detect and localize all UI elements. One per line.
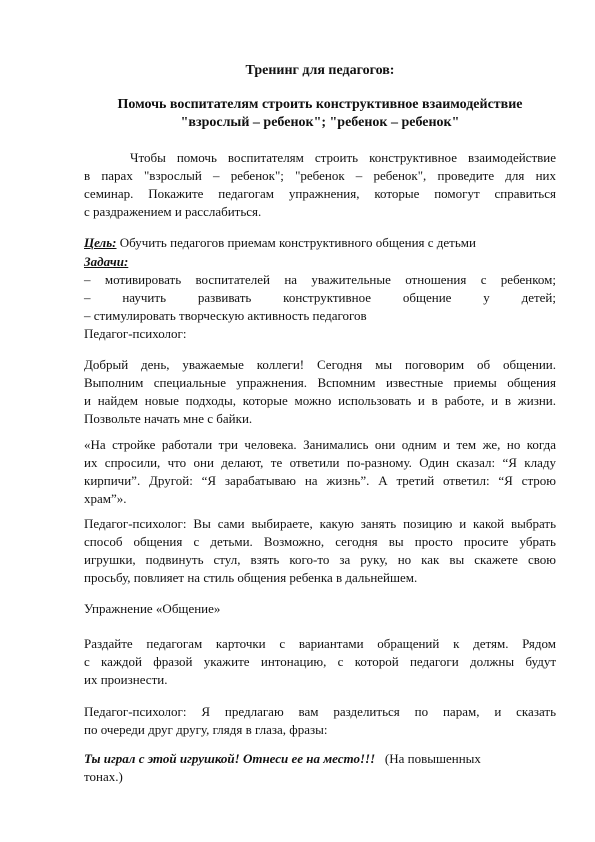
paragraph-line: с каждой фразой укажите интонацию, с которой педагоги должны будут [84,654,556,669]
paragraph-line: способ общения с детьми. Возможно, сегодня вы просто просите убрать [84,534,556,549]
paragraph-line: просьбу, повлияет на стиль общения ребенка в дальнейшем. [84,570,418,585]
paragraph-line: Добрый день, уважаемые коллеги! Сегодня мы поговорим об общении. [84,357,556,372]
pairs-paragraph [84,703,556,739]
phrase-line [84,750,556,768]
psychologist-label: Педагог-психолог: [84,326,187,341]
tasks-label: Задачи: [84,254,129,269]
paragraph-line: Педагог-психолог: Вы сами выбираете, какую занять позицию и какой выбрать [84,516,556,531]
story-paragraph [84,436,556,508]
task-item: – мотивировать воспитателей на уважительные отношения с ребенком; [84,272,556,287]
paragraph-line: в парах "взрослый – ребенок"; "ребенок – ребенок", проведите для них [84,168,556,183]
paragraph-line: Чтобы помочь воспитателям строить конструктивное взаимодействие [130,150,556,165]
task-item: – стимулировать творческую активность педагогов [84,308,367,323]
intro-paragraph [84,149,556,221]
paragraph-line: Раздайте педагогам карточки с вариантами обращений к детям. Рядом [84,636,556,651]
phrase-bold: Ты играл с этой игрушкой! Отнеси ее на место!!! [84,751,376,766]
phrase-note: (На повышенных [384,751,481,766]
paragraph-line: «На стройке работали три человека. Занимались они одним и тем же, но когда [84,437,556,452]
paragraph-line: храм”». [84,491,127,506]
paragraph-line: Выполним специальные упражнения. Вспомним известные приемы общения [84,375,556,390]
paragraph-line: с раздражением и расслабиться. [84,204,262,219]
subtitle-line: "взрослый – ребенок"; "ребенок – ребенок" [180,115,460,130]
goal-label: Цель: [84,235,117,250]
choice-paragraph [84,515,556,587]
phrase-block [84,750,556,786]
exercise-heading: Упражнение «Общение» [84,601,221,616]
subtitle-line: Помочь воспитателям строить конструктивное взаимодействие [117,97,523,112]
goal-text: Обучить педагогов приемам конструктивного общения с детьми [116,235,476,250]
paragraph-line: по очереди друг другу, глядя в глаза, фразы: [84,722,328,737]
goal-line [84,234,556,252]
paragraph-line: их спросили, что они делают, те ответили по-разному. Один сказал: “Я кладу [84,455,556,470]
paragraph-line: их произнести. [84,672,168,687]
paragraph-line: семинар. Покажите педагогам упражнения, которые помогут справиться [84,186,556,201]
task-item: – научить развивать конструктивное общение у детей; [84,290,556,305]
paragraph-line: Позвольте начать мне с байки. [84,411,253,426]
paragraph-line: Педагог-психолог: Я предлагаю вам разделиться по парам, и сказать [84,704,556,719]
cards-paragraph [84,635,556,689]
document-subtitle [84,96,556,132]
document-title: Тренинг для педагогов: [245,63,395,78]
greeting-paragraph [84,356,556,428]
paragraph-line: кирпичи”. Другой: “Я зарабатываю на жизнь”. А третий ответил: “Я строю [84,473,556,488]
phrase-note-continued: тонах.) [84,769,123,784]
paragraph-line: игрушки, подвинуть стул, взять кого-то за руку, но как вы скажете свою [84,552,556,567]
tasks-block [84,253,556,343]
paragraph-line: и найдем новые подходы, которые можно использовать и в работе, и в жизни. [84,393,556,408]
